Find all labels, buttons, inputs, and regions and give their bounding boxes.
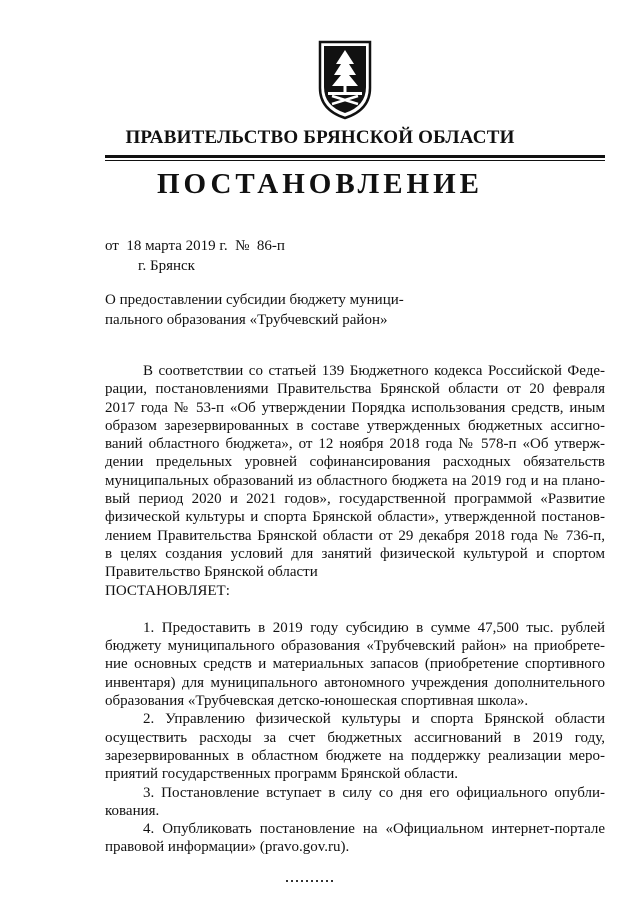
subject-line: пального образования «Трубчевский район»	[105, 312, 388, 328]
text-line: приятий государственных программ Брянской области.	[105, 766, 458, 783]
date-number-line: от 18 марта 2019 г. № 86-п	[105, 238, 285, 254]
text-line: в целях создания условий для занятий физической культурой и спортом	[105, 545, 605, 562]
text-line: инвентаря) для муниципального автономного учреждения дополнительного	[105, 674, 605, 691]
preamble-paragraph	[105, 362, 605, 600]
text-line: Правительство Брянской области	[105, 564, 318, 581]
text-line: ние основных средств и материальных запасов (приобретение спортивного	[105, 656, 605, 673]
header-rule-thin	[105, 160, 605, 161]
text-line: кования.	[105, 802, 160, 819]
text-line: образом зарезервированных в составе утвержденных бюджетных ассигно-	[105, 417, 605, 434]
item-4	[105, 820, 605, 857]
coat-of-arms-icon	[314, 38, 376, 120]
item-3	[105, 784, 605, 821]
scan-dots-mark	[286, 878, 346, 884]
text-line: дении предельных уровней софинансирования расходных обязательств	[105, 454, 605, 471]
document-meta	[105, 236, 285, 276]
item-2	[105, 710, 605, 783]
text-line: образования «Трубчевская детско-юношеская спортивная школа».	[105, 693, 529, 710]
item-1	[105, 619, 605, 710]
text-line: В соответствии со статьей 139 Бюджетного кодекса Российской Феде-	[143, 363, 605, 379]
document-body	[105, 362, 605, 857]
text-line: лением Правительства Брянской области от 29 декабря 2018 года № 736-п,	[105, 527, 605, 544]
text-line: 2017 года № 53-п «Об утверждении Порядка использования средств, иным	[105, 399, 605, 416]
city-line: г. Брянск	[138, 258, 195, 274]
header-rule-thick	[105, 155, 605, 158]
document-type: ПОСТАНОВЛЕНИЕ	[156, 168, 483, 200]
text-line: 4. Опубликовать постановление на «Официальном интернет-портале	[143, 821, 605, 838]
text-line: ваний областного бюджета», от 12 ноября 2018 года № 578-п «Об утверж-	[105, 436, 605, 453]
text-line: 2. Управлению физической культуры и спорта Брянской области	[143, 711, 605, 728]
text-line: муниципальных образований из областного бюджета на 2019 год и на плано-	[105, 472, 605, 489]
subject-line: О предоставлении субсидии бюджету муници-	[105, 292, 404, 308]
document-subject	[105, 290, 425, 330]
government-title: ПРАВИТЕЛЬСТВО БРЯНСКОЙ ОБЛАСТИ	[125, 127, 515, 148]
text-line: рации, постановлениями Правительства Брянской области от 20 февраля	[105, 381, 605, 398]
text-line: 3. Постановление вступает в силу со дня его официального опубли-	[143, 784, 605, 801]
text-line: правовой информации» (pravo.gov.ru).	[105, 839, 350, 856]
text-line: бюджету муниципального образования «Трубчевский район» на приобрете-	[105, 638, 605, 655]
decree-word: ПОСТАНОВЛЯЕТ:	[105, 582, 230, 599]
text-line: зарезервированных в областном бюджете на поддержку реализации меро-	[105, 747, 605, 764]
text-line: осуществить расходы за счет бюджетных ассигнований в 2019 году,	[105, 729, 605, 746]
text-line: физической культуры и спорта Брянской области», утвержденной постанов-	[105, 509, 605, 526]
text-line: 1. Предоставить в 2019 году субсидию в сумме 47,500 тыс. рублей	[143, 619, 605, 636]
text-line: вый период 2020 и 2021 годов», государственной программой «Развитие	[105, 491, 605, 508]
